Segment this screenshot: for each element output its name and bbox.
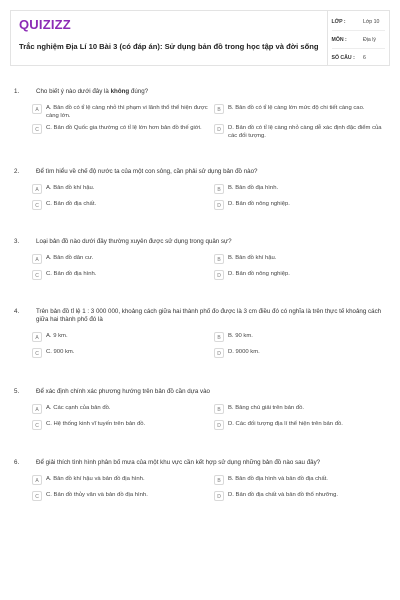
option-letter-box: A bbox=[32, 254, 42, 264]
option-text: D. Bản đồ nông nghiệp. bbox=[228, 201, 290, 207]
option-text: B. Bản đồ có tỉ lệ càng lớn mức độ chi tiết càng cao. bbox=[228, 105, 365, 111]
question-5 bbox=[10, 388, 390, 459]
option-a[interactable] bbox=[32, 254, 208, 266]
options-grid bbox=[32, 475, 390, 503]
option-letter-box: C bbox=[32, 491, 42, 501]
option-text: B. Bản đồ khí hậu. bbox=[228, 255, 277, 261]
option-text: D. Bản đồ địa chất và bản đồ thổ nhưỡng. bbox=[228, 492, 338, 498]
option-text: C. Bản đồ thủy văn và bản đồ địa hình. bbox=[46, 492, 148, 498]
option-letter-box: A bbox=[32, 475, 42, 485]
question-number: 2. bbox=[14, 168, 20, 175]
option-text: A. Bản đồ dân cư. bbox=[46, 255, 94, 261]
question-number: 4. bbox=[14, 308, 20, 315]
question-2 bbox=[10, 168, 390, 238]
meta-label: LỚP : bbox=[331, 18, 346, 25]
question-6 bbox=[10, 459, 390, 529]
option-letter-box: A bbox=[32, 104, 42, 114]
option-letter-box: C bbox=[32, 124, 42, 134]
meta-row-class bbox=[332, 13, 386, 31]
meta-value: Lớp 10 bbox=[363, 18, 380, 25]
option-text: B. Bảng chú giải trên bản đồ. bbox=[228, 405, 304, 411]
worksheet-header bbox=[10, 10, 390, 66]
option-b[interactable] bbox=[214, 254, 390, 266]
option-c[interactable] bbox=[32, 420, 208, 432]
question-text: Trên bản đồ tỉ lệ 1 : 3 000 000, khoảng cách giữa hai thành phố đo được là 3 cm điều đó có nghĩa là trên thực tế khoảng cách giữa hai thành phố đó là bbox=[36, 308, 382, 323]
option-d[interactable] bbox=[214, 420, 390, 432]
options-grid bbox=[32, 184, 390, 212]
option-letter-box: A bbox=[32, 184, 42, 194]
option-d[interactable] bbox=[214, 348, 390, 360]
question-number: 1. bbox=[14, 88, 20, 95]
option-letter-box: D bbox=[214, 491, 224, 501]
option-c[interactable] bbox=[32, 348, 208, 360]
option-text: C. 900 km. bbox=[46, 349, 75, 355]
option-text: A. Bản đồ khí hậu và bản đồ địa hình. bbox=[46, 476, 145, 482]
option-c[interactable] bbox=[32, 270, 208, 282]
meta-value: Địa lý bbox=[363, 36, 376, 43]
option-text: D. Các đối tượng địa lí thể hiện trên bản đồ. bbox=[228, 421, 343, 427]
option-text: C. Bản đồ Quốc gia thường có tỉ lệ lớn hơn bản đồ thế giới. bbox=[46, 125, 202, 131]
option-letter-box: C bbox=[32, 348, 42, 358]
option-letter-box: C bbox=[32, 420, 42, 430]
question-list bbox=[10, 88, 390, 529]
meta-value: 6 bbox=[363, 54, 366, 61]
question-emphasis: không bbox=[110, 88, 130, 95]
options-grid bbox=[32, 404, 390, 432]
option-letter-box: B bbox=[214, 184, 224, 194]
option-letter-box: C bbox=[32, 200, 42, 210]
option-letter-box: B bbox=[214, 404, 224, 414]
options-grid bbox=[32, 254, 390, 282]
option-text: D. Bản đồ có tỉ lệ càng nhỏ càng dễ xác định đặc điểm của các đối tượng. bbox=[228, 125, 382, 139]
header-title-area bbox=[11, 11, 327, 65]
question-4 bbox=[10, 308, 390, 388]
option-text: D. 9000 km. bbox=[228, 349, 260, 355]
options-grid bbox=[32, 332, 390, 360]
option-letter-box: D bbox=[214, 348, 224, 358]
quizizz-logo: QUIZIZZ bbox=[19, 17, 71, 32]
option-b[interactable] bbox=[214, 332, 390, 344]
option-d[interactable] bbox=[214, 124, 390, 140]
options-grid bbox=[32, 104, 390, 140]
question-header bbox=[10, 308, 390, 324]
option-text: C. Hệ thống kinh vĩ tuyến trên bản đồ. bbox=[46, 421, 146, 427]
question-number: 3. bbox=[14, 238, 20, 245]
question-text: Loại bản đồ nào dưới đây thường xuyên được sử dụng trong quân sự? bbox=[36, 238, 232, 245]
option-letter-box: A bbox=[32, 332, 42, 342]
option-a[interactable] bbox=[32, 475, 208, 487]
question-number: 5. bbox=[14, 388, 20, 395]
option-letter-box: D bbox=[214, 124, 224, 134]
option-b[interactable] bbox=[214, 475, 390, 487]
question-1 bbox=[10, 88, 390, 168]
meta-panel bbox=[327, 11, 390, 65]
option-d[interactable] bbox=[214, 491, 390, 503]
option-text: C. Bản đồ địa hình. bbox=[46, 271, 97, 277]
option-letter-box: D bbox=[214, 420, 224, 430]
question-3 bbox=[10, 238, 390, 308]
option-d[interactable] bbox=[214, 270, 390, 282]
option-d[interactable] bbox=[214, 200, 390, 212]
option-c[interactable] bbox=[32, 491, 208, 503]
worksheet-title: Trắc nghiệm Địa Lí 10 Bài 3 (có đáp án): Sử dụng bản đồ trong học tập và đời sống bbox=[19, 42, 319, 51]
question-number: 6. bbox=[14, 459, 20, 466]
option-text: B. Bản đồ địa hình. bbox=[228, 185, 279, 191]
meta-label: SỐ CÂU : bbox=[331, 54, 355, 61]
option-text: A. Các cạnh của bản đồ. bbox=[46, 405, 111, 411]
option-letter-box: B bbox=[214, 254, 224, 264]
option-c[interactable] bbox=[32, 200, 208, 212]
option-letter-box: B bbox=[214, 104, 224, 114]
option-a[interactable] bbox=[32, 332, 208, 344]
option-letter-box: C bbox=[32, 270, 42, 280]
question-header bbox=[10, 88, 390, 96]
option-a[interactable] bbox=[32, 184, 208, 196]
question-text: Để giải thích tình hình phân bố mưa của một khu vực cần kết hợp sử dụng những bản đồ nào sau đây? bbox=[36, 459, 321, 466]
option-text: D. Bản đồ nông nghiệp. bbox=[228, 271, 290, 277]
option-a[interactable] bbox=[32, 404, 208, 416]
option-letter-box: B bbox=[214, 332, 224, 342]
option-letter-box: D bbox=[214, 270, 224, 280]
option-letter-box: D bbox=[214, 200, 224, 210]
option-letter-box: B bbox=[214, 475, 224, 485]
meta-row-count bbox=[332, 49, 386, 66]
option-b[interactable] bbox=[214, 184, 390, 196]
question-text: Cho biết ý nào dưới đây là không đúng? bbox=[36, 88, 149, 95]
meta-row-subject bbox=[332, 31, 386, 49]
question-header bbox=[10, 238, 390, 246]
option-b[interactable] bbox=[214, 104, 390, 120]
option-text: B. 90 km. bbox=[228, 333, 253, 339]
option-text: A. Bản đồ có tỉ lệ càng nhỏ thì phạm vi lãnh thổ thể hiện được càng lớn. bbox=[46, 105, 208, 119]
option-a[interactable] bbox=[32, 104, 208, 120]
option-text: B. Bản đồ địa hình và bản đồ địa chất. bbox=[228, 476, 328, 482]
option-letter-box: A bbox=[32, 404, 42, 414]
question-text: Để xác định chính xác phương hướng trên bản đồ cần dựa vào bbox=[36, 388, 210, 395]
option-text: A. Bản đồ khí hậu. bbox=[46, 185, 95, 191]
option-text: C. Bản đồ địa chất. bbox=[46, 201, 97, 207]
question-header bbox=[10, 388, 390, 396]
question-header bbox=[10, 168, 390, 176]
meta-label: MÔN : bbox=[331, 36, 347, 43]
option-c[interactable] bbox=[32, 124, 208, 140]
option-text: A. 9 km. bbox=[46, 333, 68, 339]
option-b[interactable] bbox=[214, 404, 390, 416]
question-header bbox=[10, 459, 390, 467]
question-text: Để tìm hiểu về chế độ nước ta của một con sông, cần phải sử dụng bản đồ nào? bbox=[36, 168, 258, 175]
